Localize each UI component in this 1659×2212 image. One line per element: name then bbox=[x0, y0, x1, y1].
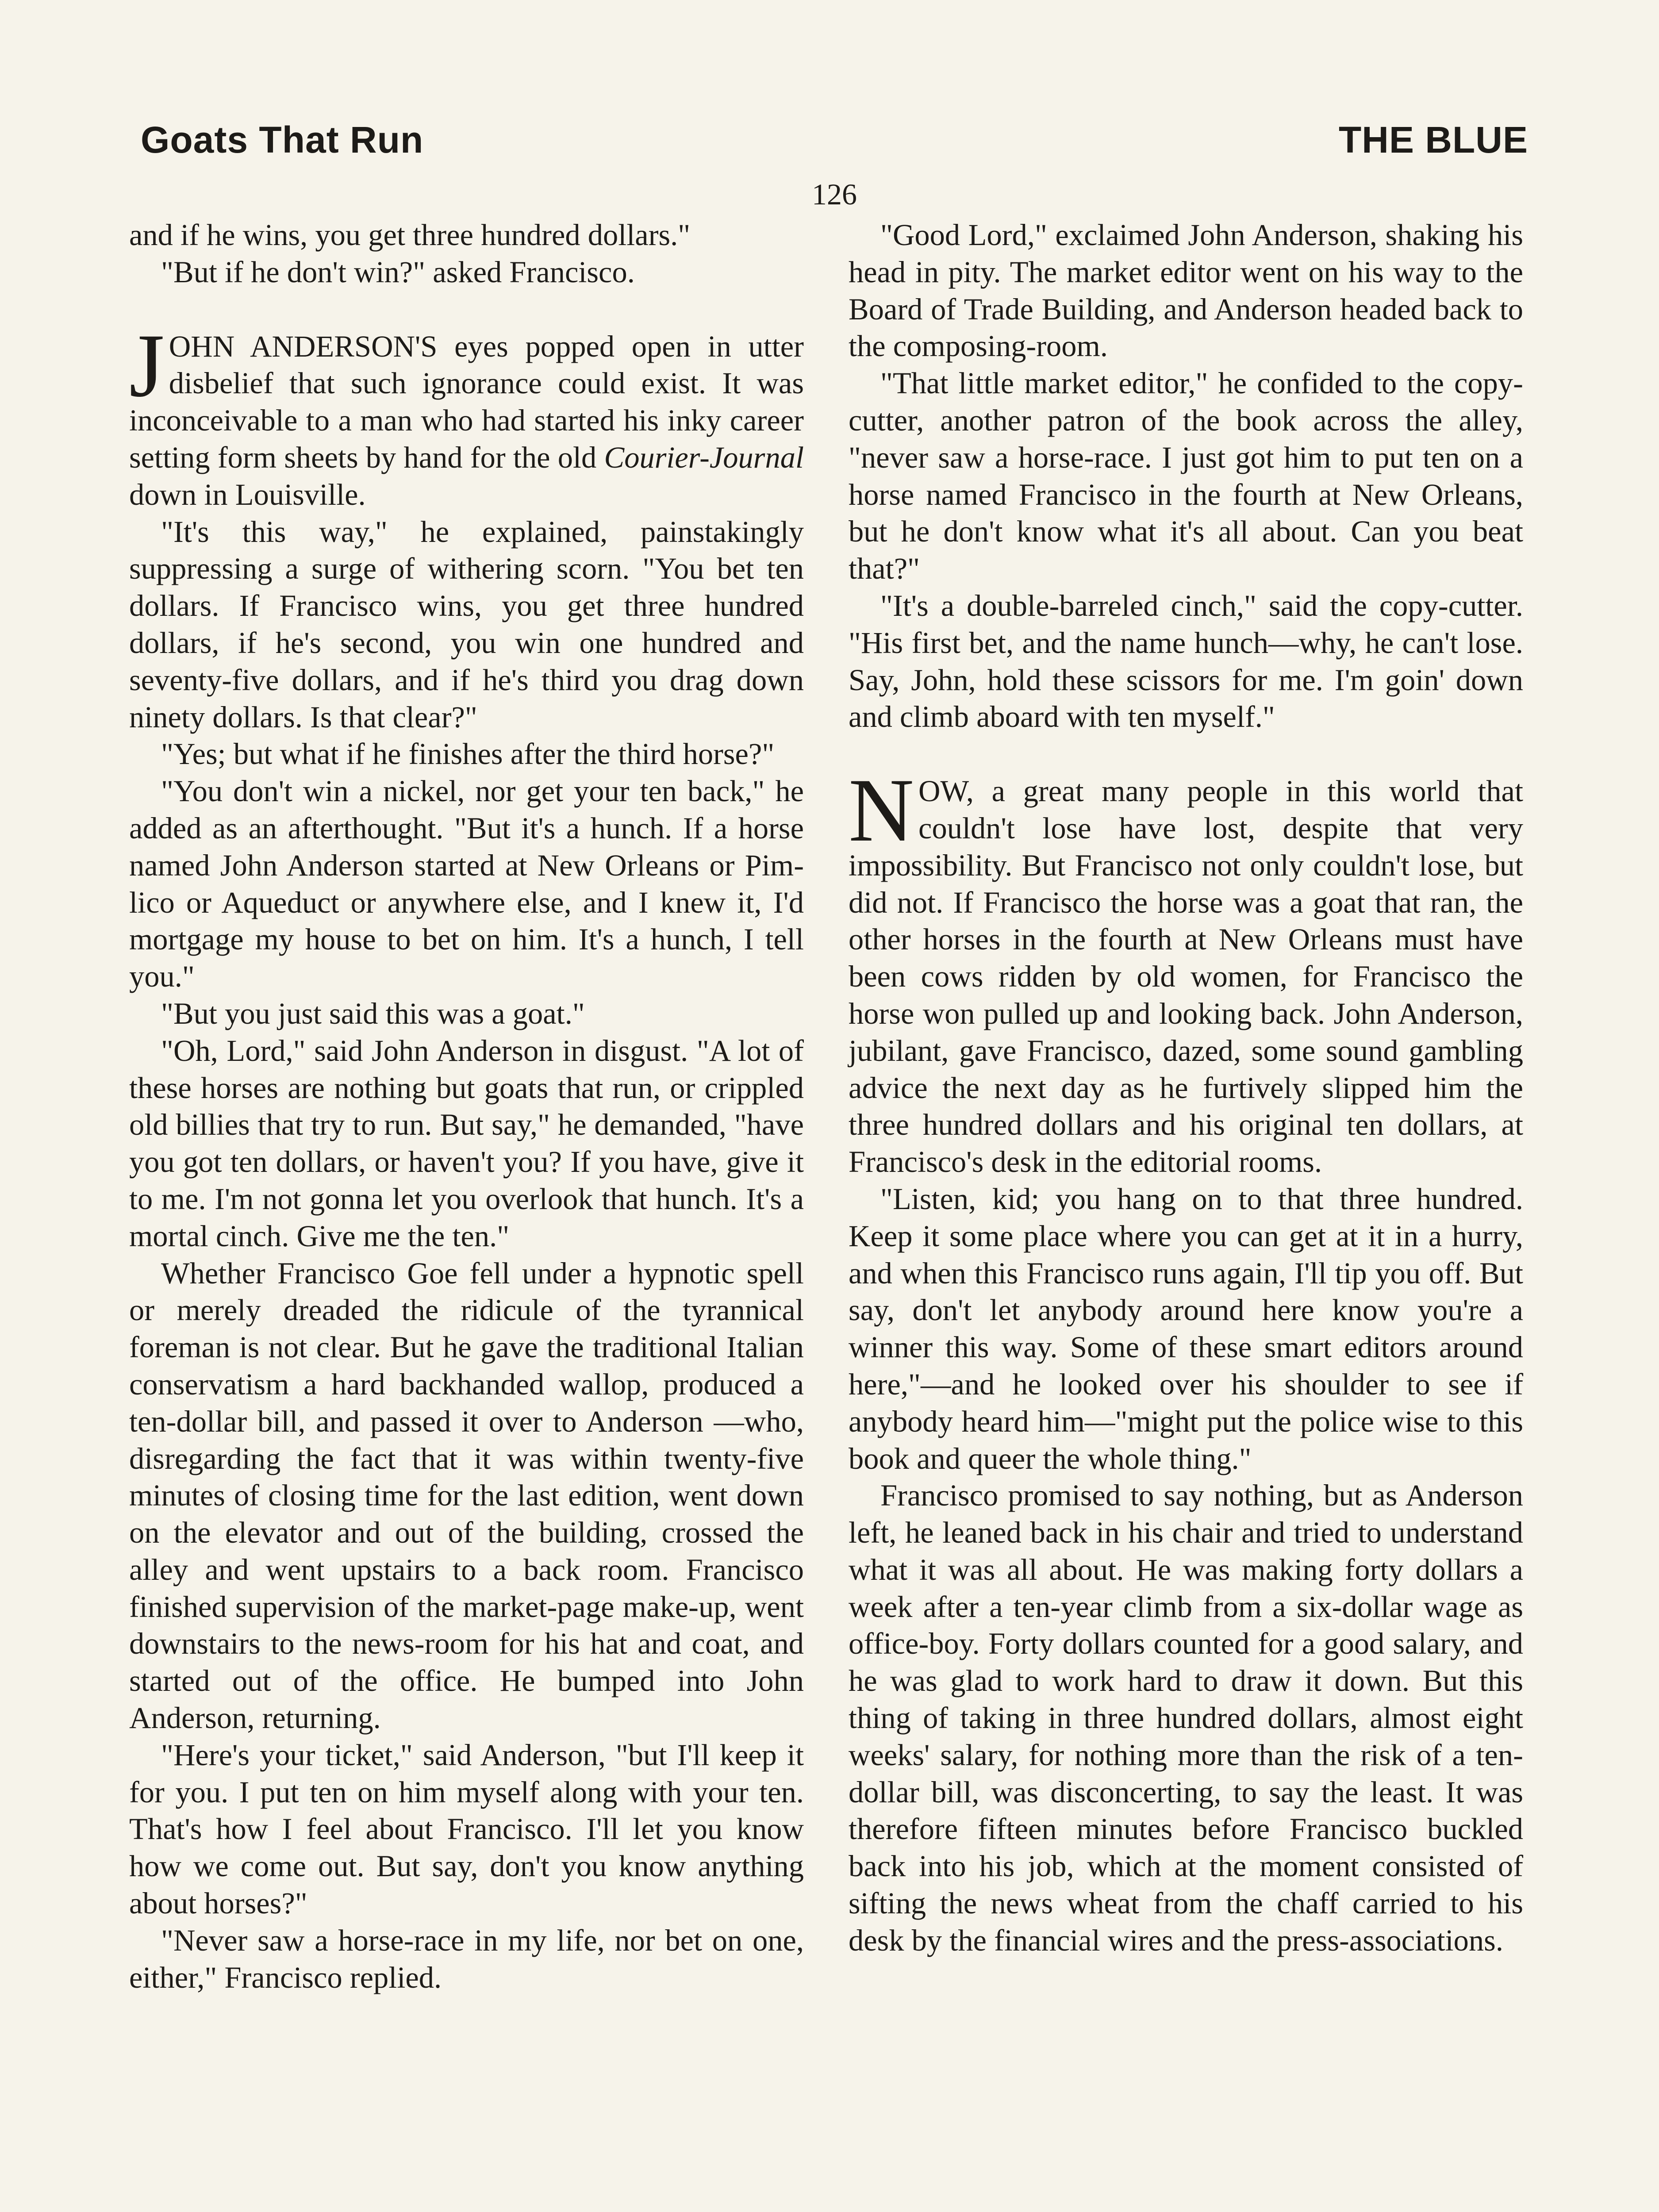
magazine-title: THE BLUE bbox=[1339, 119, 1528, 161]
paragraph-text: a great many people in this world that couldn't lose have lost, despite that very impossibility. But Francisco not only couldn't lose, but did not. If Francisco the horse was a goat that ran, the other horses in the fourth at New Orleans must have been cows ridden by old women, for Francisco the horse won pulled up and looking back. John Anderson, jubilant, gave Francisco, dazed, some sound gambling advice the next day as he furtively slipped him the three hundred dollars and his original ten dollars, at Francisco's desk in the editorial rooms. bbox=[849, 774, 1523, 1179]
paragraph-text: eyes popped open in utter disbelief that such ignorance could exist. It was inconceivable to a man who had started his inky career setting form sheets by hand for the old bbox=[129, 329, 804, 474]
paragraph: "Never saw a horse-race in my life, nor bet on one, either," Francisco replied. bbox=[129, 1923, 804, 1994]
small-caps-lead: OW, bbox=[918, 774, 974, 808]
running-head bbox=[141, 119, 1528, 180]
paragraph: "It's this way," he explained, painstakingly suppressing a surge of withering scorn. "You bet ten dollars. If Francisco wins, you get three hundred dollars, if he's second, you win one hundred and seventy-five dollars, and if he's third you drag down ninety dollars. Is that clear?" bbox=[129, 515, 804, 734]
drop-cap: J bbox=[129, 315, 165, 416]
paragraph: "Here's your ticket," said Anderson, "but I'll keep it for you. I put ten on him myself along with your ten. That's how I feel about Francisco. I'll let you know how we come out. But say, don't you know anything about horses?" bbox=[129, 1738, 804, 1920]
left-column bbox=[129, 217, 804, 1996]
drop-cap: N bbox=[849, 760, 914, 861]
paragraph: "But if he don't win?" asked Francisco. bbox=[161, 255, 635, 289]
section-opening-paragraph bbox=[849, 760, 1523, 1181]
paragraph: Whether Francisco Goe fell under a hypnotic spell or merely dreaded the ridicule of the tyrannical foreman is not clear. But he gave the traditional Italian conservatism a hard backhanded wallop, produced a ten-dollar bill, and passed it over to Anderson —who, disregarding the fact that it was within twenty-five minutes of closing time for the last edition, went down on the elevator and out of the building, crossed the alley and went upstairs to a back room. Francisco finished supervision of the market-page make-up, went downstairs to the news-room for his hat and coat, and started out of the office. He bumped into John Anderson, returning. bbox=[129, 1256, 804, 1735]
publication-name: Courier-Journal bbox=[604, 440, 804, 474]
right-column bbox=[849, 217, 1523, 1959]
small-caps-lead: OHN ANDERSON'S bbox=[169, 329, 438, 363]
story-title: Goats That Run bbox=[141, 119, 424, 161]
paragraph: "Oh, Lord," said John Anderson in disgust. "A lot of these horses are nothing but goats that run, or crippled old billies that try to run. But say," he demanded, "have you got ten dollars, or haven't you? If you have, give it to me. I'm not gonna let you overlook that hunch. It's a mortal cinch. Give me the ten." bbox=[129, 1033, 804, 1253]
paragraph: "But you just said this was a goat." bbox=[161, 996, 585, 1030]
page-number: 126 bbox=[812, 177, 857, 211]
paragraph: "Listen, kid; you hang on to that three hundred. Keep it some place where you can get at it in a hurry, and when this Francisco runs again, I'll tip you off. But say, don't let anybody around here know you're a winner this way. Some of these smart editors around here,"—and he looked over his shoulder to see if anybody heard him—"might put the police wise to this book and queer the whole thing." bbox=[849, 1182, 1523, 1475]
section-opening-paragraph bbox=[129, 315, 804, 514]
paragraph: "It's a double-barreled cinch," said the copy-cutter. "His first bet, and the name hunch—why, he can't lose. Say, John, hold these scissors for me. I'm goin' down and climb aboard with ten myself." bbox=[849, 588, 1523, 734]
paragraph: "Yes; but what if he finishes after the third horse?" bbox=[161, 737, 775, 771]
paragraph: Francisco promised to say nothing, but as Anderson left, he leaned back in his chair and tried to understand what it was all about. He was making forty dollars a week after a ten-year climb from a six-dollar wage as office-boy. Forty dollars counted for a good salary, and he was glad to work hard to draw it down. But this thing of taking in three hundred dollars, almost eight weeks' salary, for nothing more than the risk of a ten-dollar bill, was disconcerting, to say the least. It was therefore fifteen minutes before Francisco buckled back into his job, which at the moment consisted of sifting the news wheat from the chaff carried to his desk by the financial wires and the press-associations. bbox=[849, 1479, 1523, 1957]
paragraph: "You don't win a nickel, nor get your ten back," he added as an afterthought. "But it's a hunch. If a horse named John Anderson started at New Orleans or Pimlico or Aqueduct or anywhere else, and I knew it, I'd mortgage my house to bet on him. It's a hunch, I tell you." bbox=[129, 774, 804, 994]
paragraph: "Good Lord," exclaimed John Anderson, shaking his head in pity. The market editor went on his way to the Board of Trade Building, and Anderson headed back to the composing-room. bbox=[849, 218, 1523, 363]
paragraph: and if he wins, you get three hundred dollars." bbox=[129, 218, 691, 252]
paragraph-text: down in Louisville. bbox=[129, 477, 366, 511]
paragraph: "That little market editor," he confided to the copy-cutter, another patron of the book across the alley, "never saw a horse-race. I just got him to put ten on a horse named Francisco in the fourth at New Orleans, but he don't know what it's all about. Can you beat that?" bbox=[849, 366, 1523, 586]
